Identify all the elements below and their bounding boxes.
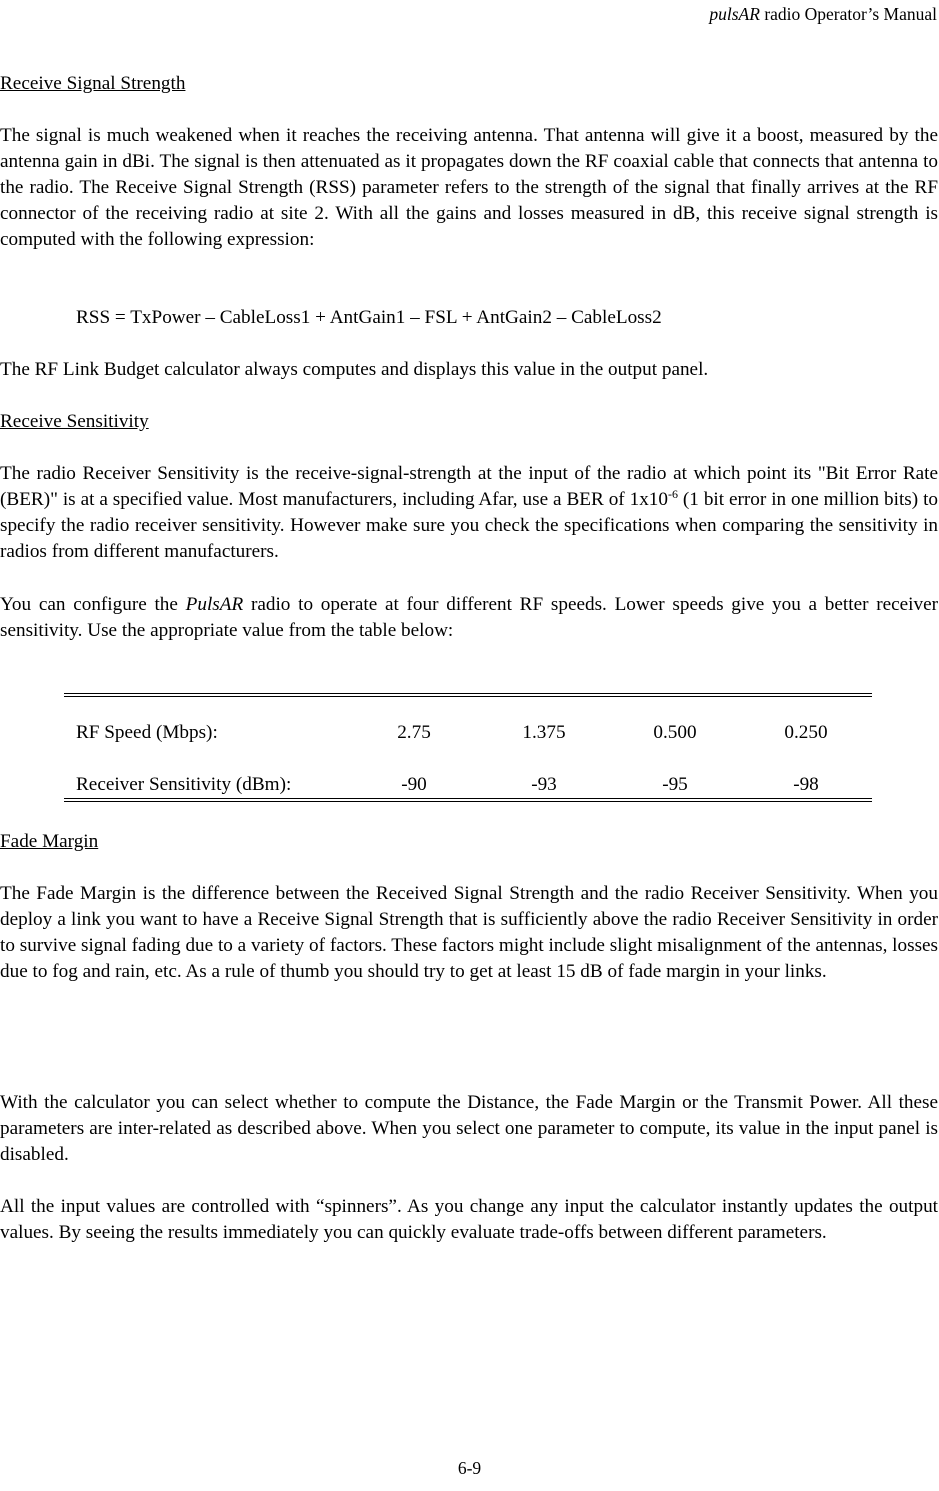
table-cell: 0.250 (784, 722, 828, 743)
heading-receive-sensitivity: Receive Sensitivity (0, 411, 149, 432)
product-name: PulsAR (185, 594, 244, 615)
spinners-paragraph: All the input values are controlled with “spinners”. As you change any input the calculator instantly updates the output values. By seeing the results immediately you can quickly evaluate trade-offs between different parameters. (0, 1196, 938, 1243)
row-label: Receiver Sensitivity (dBm): (76, 774, 292, 795)
table-cell: -93 (531, 774, 557, 795)
header-title: radio Operator’s Manual (759, 4, 937, 24)
calculator-paragraph: With the calculator you can select whether to compute the Distance, the Fade Margin or the Transmit Power. All these parameters are inter-related as described above. When you select one parameter to compute, its value in the input panel is disabled. (0, 1092, 938, 1165)
table-cell: -90 (401, 774, 427, 795)
sensitivity-text-a: The radio Receiver Sensitivity is the receive-signal-strength at the input of the radio at which point its "Bit Error Rate (BER)" is at a specified value. Most manufacturers, including Afar, use a BER of 1x10 (0, 463, 938, 510)
rf-speeds-text-b: radio to operate at four different RF speeds. Lower speeds give you a better receiver sensitivity. Use the appropriate value from the table below: (0, 594, 938, 641)
table-bottom-rule (64, 798, 872, 802)
rf-speeds-paragraph (0, 592, 938, 644)
fade-margin-paragraph: The Fade Margin is the difference between the Received Signal Strength and the radio Receiver Sensitivity. When you deploy a link you want to have a Receive Signal Strength that is sufficiently above the radio Receiver Sensitivity in order to survive signal fading due to a variety of factors. These factors might include slight misalignment of the antennas, losses due to fog and rain, etc. As a rule of thumb you should try to get at least 15 dB of fade margin in your links. (0, 883, 939, 982)
rss-output-paragraph: The RF Link Budget calculator always computes and displays this value in the output panel. (0, 359, 709, 380)
table-cell: 2.75 (397, 722, 431, 743)
table-cell: -98 (793, 774, 819, 795)
heading-fade-margin: Fade Margin (0, 831, 99, 852)
row-label: RF Speed (Mbps): (76, 722, 218, 743)
table-cell: 0.500 (653, 722, 697, 743)
table-cell: 1.375 (522, 722, 566, 743)
table-cell: -95 (662, 774, 688, 795)
header-product-name: pulsAR (709, 4, 760, 24)
ber-exponent: -6 (667, 487, 678, 501)
table-row-rf-speed (64, 722, 872, 748)
sensitivity-paragraph (0, 461, 938, 565)
rss-equation: RSS = TxPower – CableLoss1 + AntGain1 – FSL + AntGain2 – CableLoss2 (76, 307, 662, 328)
rss-paragraph: The signal is much weakened when it reaches the receiving antenna. That antenna will give it a boost, measured by the antenna gain in dBi. The signal is then attenuated as it propagates down the RF coaxial cable that connects that antenna to the radio. The Receive Signal Strength (RSS) parameter refers to the strength of the signal that finally arrives at the RF connector of the receiving radio at site 2. With all the gains and losses measured in dB, this receive signal strength is computed with the following expression: (0, 125, 938, 250)
heading-receive-signal-strength: Receive Signal Strength (0, 73, 186, 94)
table-top-rule (64, 693, 872, 697)
page-number: 6-9 (457, 1458, 482, 1478)
rf-speeds-text-a: You can configure the (0, 594, 186, 615)
sensitivity-table (64, 693, 872, 803)
running-header (709, 4, 937, 25)
sensitivity-text-b: (1 bit error in one million bits) to specify the radio receiver sensitivity. However make sure you check the specifications when comparing the sensitivity in radios from different manufacturers. (0, 489, 938, 562)
table-row-receiver-sensitivity (64, 774, 872, 800)
